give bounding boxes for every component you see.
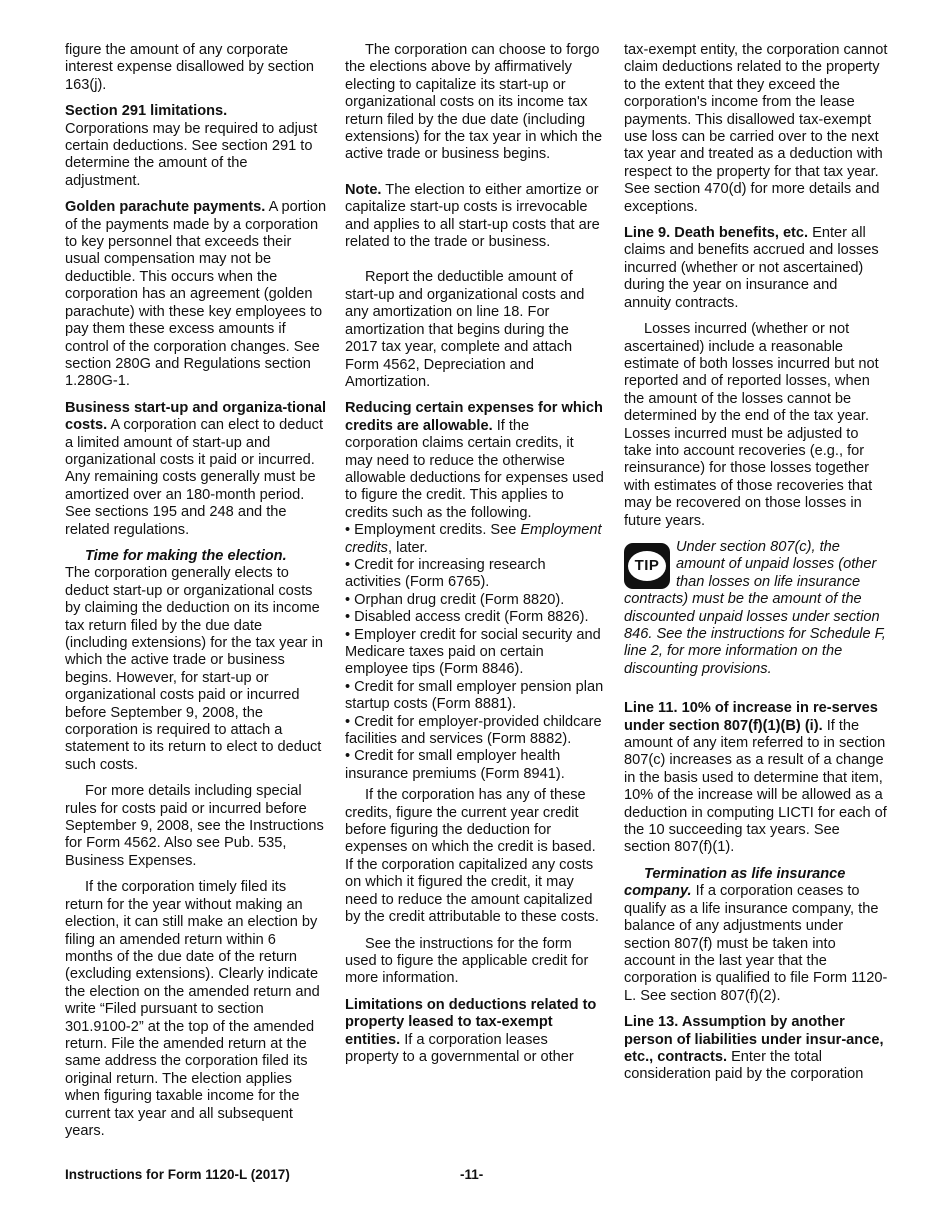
startup-costs-paragraph: Business start-up and organiza-tional costs. A corporation can elect to deduct a limited amount of start-up and organizational costs it paid or incurred. Any remaining costs generally must be amortized over an 180-month period. See sections 195 and 248 and the related regulations.	[65, 399, 327, 538]
list-item: • Disabled access credit (Form 8826).	[345, 609, 589, 626]
paragraph: If the corporation timely filed its return for the year without making an election, it can still make an election by filing an amended return within 6 months of the due date of the return (excluding extensions). Clearly indicate the election on the amended return and write “Filed pursuant to section 301.9100-2” at the top of the amended return. File the amended return at the same address the corporation filed its original return. The election applies when figuring taxable income for the current tax year and all subsequent years.	[65, 879, 320, 1139]
list-item: • Credit for small employer health insurance premiums (Form 8941).	[345, 748, 565, 782]
paragraph: See the instructions for the form used to figure the applicable credit for more information.	[345, 935, 589, 987]
page-number: -11-	[460, 1167, 484, 1182]
column-3	[624, 42, 888, 1093]
credits-list	[345, 522, 605, 783]
line-9-paragraph: Line 9. Death benefits, etc. Enter all claims and benefits accrued and losses incurred (whether or not ascertained) during the year on insurance and annuity contracts.	[624, 225, 879, 311]
section-heading: Line 11. 10% of increase in re-serves under section 807(f)(1)(B) (i).	[624, 700, 878, 734]
paragraph: The corporation can choose to forgo the elections above by affirmatively electing to capitalize its start-up or organizational costs on its income tax return filed by the due date (including extensions) for the tax year in which the active trade or business begins.	[345, 42, 603, 163]
list-item: • Credit for small employer pension plan startup costs (Form 8881).	[345, 678, 604, 713]
reducing-expenses-paragraph: Reducing certain expenses for which credits are allowable. If the corporation claims certain credits, it may need to reduce the otherwise allowable deductions for expenses used to figure the credit. This applies to credits such as the following.	[345, 400, 604, 521]
list-item: • Credit for employer-provided childcare facilities and services (Form 8882).	[345, 713, 602, 748]
bullet-icon: •	[345, 609, 351, 626]
termination-paragraph: Termination as life insurance company. If a corporation ceases to qualify as a life insurance company, the balance of any adjustments under section 807(f) must be taken into account in the last year that the corporation is qualified to file Form 1120-L. See section 807(f)(2).	[624, 865, 888, 1004]
time-election-heading: Time for making the election.	[85, 547, 287, 564]
paragraph: Report the deductible amount of start-up and organizational costs and any amortization on line 18. For amortization that begins during the 2017 tax year, complete and attach Form 4562, Depreciation and Amortization.	[345, 269, 585, 390]
time-election-paragraph: The corporation generally elects to deduct start-up or organizational costs by claiming the deduction on its income tax return filed by the due date (including extensions) for the tax year in which the active trade or business begins. However, for start-up or organizational costs paid or incurred before September 9, 2008, the corporation is required to attach a statement to its return to elect to deduct such costs.	[65, 565, 323, 773]
section-heading: Limitations on deductions related to property leased to tax-exempt entities.	[345, 996, 597, 1048]
note-label: Note.	[345, 181, 382, 198]
tip-text: Under section 807(c), the amount of unpaid losses (other than losses on life insurance contracts) must be the amount of the discounted unpaid losses under section 846. See the instructions for Schedule F, line 2, for more information on the discounting provisions.	[624, 538, 886, 677]
section-heading: Golden parachute payments.	[65, 199, 266, 216]
paragraph: tax-exempt entity, the corporation cannot claim deductions related to the property to the extent that they exceed the corporation's income from the lease payments. This disallowed tax-exempt use loss can be carried over to the next tax year and treated as a deduction with respect to the property for that tax year. See section 470(d) for more details and exceptions.	[624, 42, 888, 215]
section-heading: Line 9. Death benefits, etc.	[624, 225, 809, 242]
bullet-icon: •	[345, 748, 351, 765]
paragraph: If the corporation has any of these credits, figure the current year credit before figuring the deduction for expenses on which the credit is based. If the corporation capitalized any costs on which it figured the credit, it may need to reduce the amount capitalized by the credit attributable to these costs.	[345, 787, 599, 926]
tip-icon: TIP	[624, 543, 670, 589]
bullet-icon: •	[345, 678, 351, 695]
limitations-paragraph: Limitations on deductions related to property leased to tax-exempt entities. If a corporation leases property to a governmental or other	[345, 996, 597, 1065]
bullet-icon: •	[345, 522, 351, 539]
column-2	[345, 42, 605, 1075]
list-item: • Credit for increasing research activities (Form 6765).	[345, 556, 546, 591]
footer-form-title: Instructions for Form 1120-L (2017)	[65, 1167, 290, 1182]
section-heading: Business start-up and organiza-tional costs.	[65, 399, 327, 434]
list-item: • Orphan drug credit (Form 8820).	[345, 591, 565, 608]
line-11-paragraph: Line 11. 10% of increase in re-serves under section 807(f)(1)(B) (i). If the amount of any item referred to in section 807(c) increases as a result of a change in the basis used to determine that item, 10% of the increase will be allowed as a deduction in computing LICTI for each of the 10 succeeding tax years. See section 807(f)(1).	[624, 700, 887, 856]
column-1	[65, 42, 327, 1149]
paragraph: figure the amount of any corporate interest expense disallowed by section 163(j).	[65, 42, 315, 93]
list-item: • Employment credits. See Employment credits, later.	[345, 522, 602, 556]
section-291-paragraph: Section 291 limitations. Corporations may be required to adjust certain deductions. See section 291 to determine the amount of the adjustment.	[65, 103, 318, 189]
paragraph: Losses incurred (whether or not ascertained) include a reasonable estimate of both losses incurred but not reported and of reported losses, when the amount of the losses cannot be determined by the end of the tax year. Losses incurred must be adjusted to take into account recoveries (e.g., for reinsurance) for those losses together with estimates of those recoveries that may be recovered on those losses in future years.	[624, 321, 879, 529]
bullet-icon: •	[345, 626, 351, 643]
tip-box	[624, 539, 888, 678]
note-paragraph: Note. The election to either amortize or capitalize start-up costs is irrevocable and applies to all start-up costs that are related to the trade or business.	[345, 181, 600, 251]
section-heading: Termination as life insurance company.	[624, 865, 846, 900]
bullet-icon: •	[345, 556, 351, 573]
golden-parachute-paragraph: Golden parachute payments. A portion of the payments made by a corporation to key personnel that exceeds their usual compensation may not be deductible. This occurs when the corporation has an agreement (golden parachute) with these key employees to pay them these excess amounts if control of the corporation changes. See section 280G and Regulations section 1.280G-1.	[65, 199, 327, 390]
line-13-paragraph: Line 13. Assumption by another person of liabilities under insur-ance, etc., contracts. Enter the total consideration paid by the corporation	[624, 1014, 884, 1083]
section-heading: Reducing certain expenses for which credits are allowable.	[345, 400, 603, 434]
bullet-icon: •	[345, 591, 351, 608]
bullet-icon: •	[345, 713, 351, 730]
section-heading: Section 291 limitations.	[65, 103, 228, 120]
list-item: • Employer credit for social security and Medicare taxes paid on certain employee tips (Form 8846).	[345, 626, 601, 678]
section-heading: Line 13. Assumption by another person of liabilities under insur-ance, etc., contracts.	[624, 1014, 884, 1065]
paragraph: For more details including special rules for costs paid or incurred before September 9, 2008, see the Instructions for Form 4562. Also see Pub. 535, Business Expenses.	[65, 783, 324, 869]
